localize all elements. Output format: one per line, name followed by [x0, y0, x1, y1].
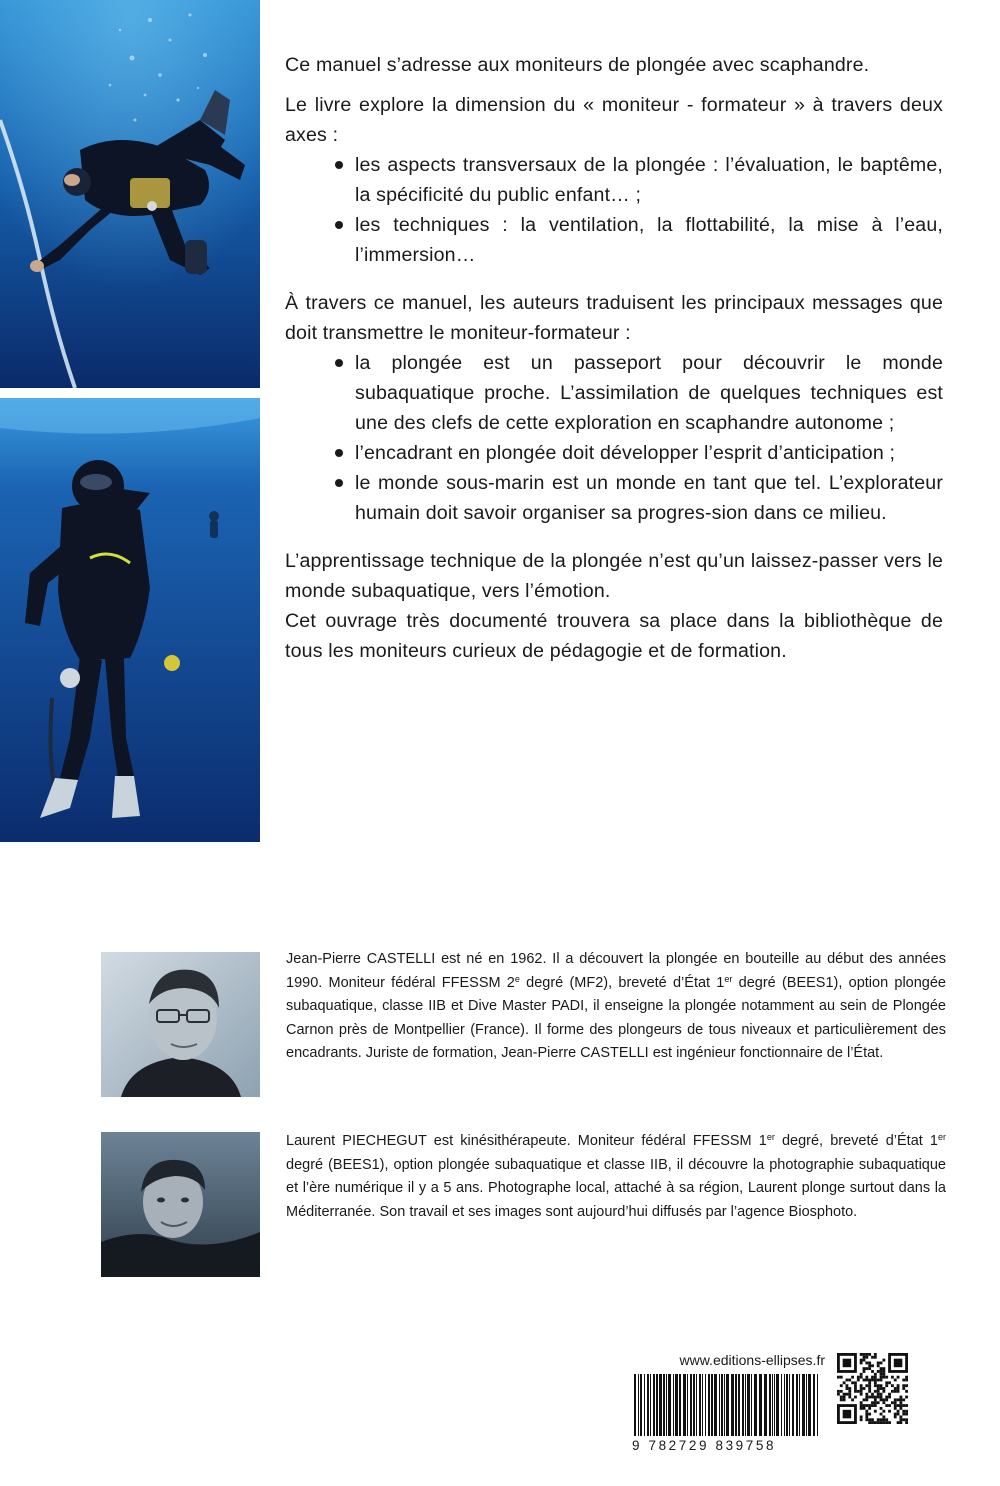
diver-photo-top — [0, 0, 260, 388]
axes-list — [333, 150, 943, 270]
list-item: les aspects transversaux de la plongée : l’évaluation, le baptême, la spécificité du public enfant… ; — [333, 150, 943, 210]
list-item: les techniques : la ventilation, la flottabilité, la mise à l’eau, l’immersion… — [333, 210, 943, 270]
blurb-intro: Ce manuel s’adresse aux moniteurs de plongée avec scaphandre. — [285, 54, 870, 76]
qr-code[interactable] — [837, 1353, 908, 1424]
blurb-axes-intro: Le livre explore la dimension du « moniteur - formateur » à travers deux axes : — [285, 94, 943, 146]
author-photo-castelli — [101, 952, 260, 1097]
blurb-messages-intro: À travers ce manuel, les auteurs traduisent les principaux messages que doit transmettre le moniteur-formateur : — [285, 292, 943, 344]
diver-mask-illustration — [0, 398, 260, 842]
list-item: le monde sous-marin est un monde en tant que tel. L’explorateur humain doit savoir organiser sa progres-sion dans ce milieu. — [333, 468, 943, 528]
author-bio-piechegut: Laurent PIECHEGUT est kinésithérapeute. Moniteur fédéral FFESSM 1er degré, breveté d’État 1er degré (BEES1), option plongée subaquatique et classe IIB, il découvre la photographie subaquatique et l’ère numérique il y a 5 ans. Photographe local, attaché à sa région, Laurent plonge surtout dans la Méditerranée. Son travail et ses images sont aujourd’hui diffusés par l’agence Biosphoto. — [286, 1132, 946, 1220]
author-bio-castelli: Jean-Pierre CASTELLI est né en 1962. Il a découvert la plongée en bouteille au début des années 1990. Moniteur fédéral FFESSM 2e degré (MF2), breveté d’État 1er degré (BEES1), option plongée subaquatique, classe IIB et Dive Master PADI, il enseigne la plongée notamment au sein de Plongée Carnon près de Montpellier (France). Il forme des plongeurs de tous niveaux et particulièrement des encadrants. Juriste de formation, Jean-Pierre CASTELLI est ingénieur fonctionnaire de l’État. — [286, 951, 946, 1061]
list-item: l’encadrant en plongée doit développer l’esprit d’anticipation ; — [333, 438, 943, 468]
isbn-number: 9 782729 839758 — [632, 1438, 777, 1453]
diver-photo-bottom — [0, 398, 260, 842]
list-item: la plongée est un passeport pour découvrir le monde subaquatique proche. L’assimilation de quelques techniques est une des clefs de cette exploration en scaphandre autonome ; — [333, 348, 943, 438]
blurb-closing-1: L’apprentissage technique de la plongée n’est qu’un laissez-passer vers le monde subaquatique, vers l’émotion. — [285, 550, 943, 602]
portrait-illustration — [101, 952, 260, 1097]
blurb-closing-2: Cet ouvrage très documenté trouvera sa place dans la bibliothèque de tous les moniteurs curieux de pédagogie et de formation. — [285, 610, 943, 662]
messages-list — [333, 348, 943, 528]
author-photo-piechegut — [101, 1132, 260, 1277]
publisher-website[interactable]: www.editions-ellipses.fr — [679, 1352, 825, 1368]
isbn-barcode — [632, 1374, 822, 1436]
diver-descending-illustration — [0, 0, 260, 388]
back-cover-blurb — [285, 50, 943, 666]
portrait-illustration — [101, 1132, 260, 1277]
